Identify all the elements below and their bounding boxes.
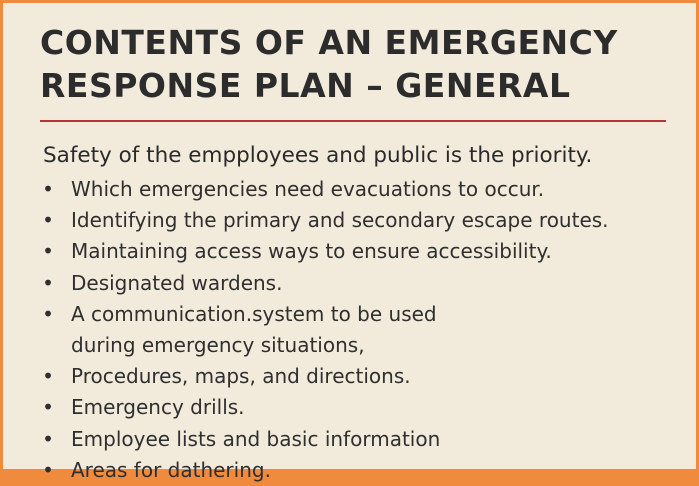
bullet-text: Employee lists and basic information	[71, 426, 441, 451]
bullet-text: Identifying the primary and secondary escape routes.	[71, 208, 609, 233]
bullet-text: Emergency drills.	[71, 395, 245, 420]
bullet-item	[41, 174, 681, 205]
bullet-text: Designated wardens.	[71, 270, 283, 295]
bullet-dot-icon: •	[42, 395, 54, 420]
bullet-text: Maintaining access ways to ensure accessibility.	[71, 239, 552, 264]
bullet-item	[41, 392, 681, 423]
slide-title: CONTENTS OF AN EMERGENCY RESPONSE PLAN – GENERAL	[40, 23, 618, 105]
bullet-dot-icon: •	[42, 177, 54, 201]
bullet-dot-icon: •	[42, 208, 54, 233]
bullet-item	[41, 205, 681, 236]
bullet-item	[41, 455, 681, 486]
bullet-text: Areas for dathering.	[71, 457, 271, 482]
bullet-text: A communication.system to be used	[71, 301, 437, 326]
bullet-dot-icon: •	[42, 270, 54, 295]
bullet-dot-icon: •	[42, 364, 54, 389]
title-divider	[40, 120, 666, 122]
bullet-text: Which emergencies need evacuations to occur.	[71, 177, 545, 201]
bullet-dot-icon: •	[42, 239, 54, 264]
bullet-dot-icon: •	[42, 426, 54, 451]
bullet-dot-icon: •	[42, 457, 54, 482]
bullet-item	[41, 299, 681, 361]
bullet-list	[41, 174, 681, 486]
bullet-dot-icon: •	[42, 301, 54, 326]
bullet-item	[41, 361, 681, 392]
bullet-item	[41, 424, 681, 455]
slide	[3, 3, 696, 482]
bullet-item	[41, 268, 681, 299]
bullet-text: Procedures, maps, and directions.	[71, 364, 411, 389]
lead-statement: Safety of the empployees and public is the priority.	[43, 143, 593, 168]
bullet-item	[41, 236, 681, 267]
bullet-text: during emergency situations,	[71, 333, 365, 358]
